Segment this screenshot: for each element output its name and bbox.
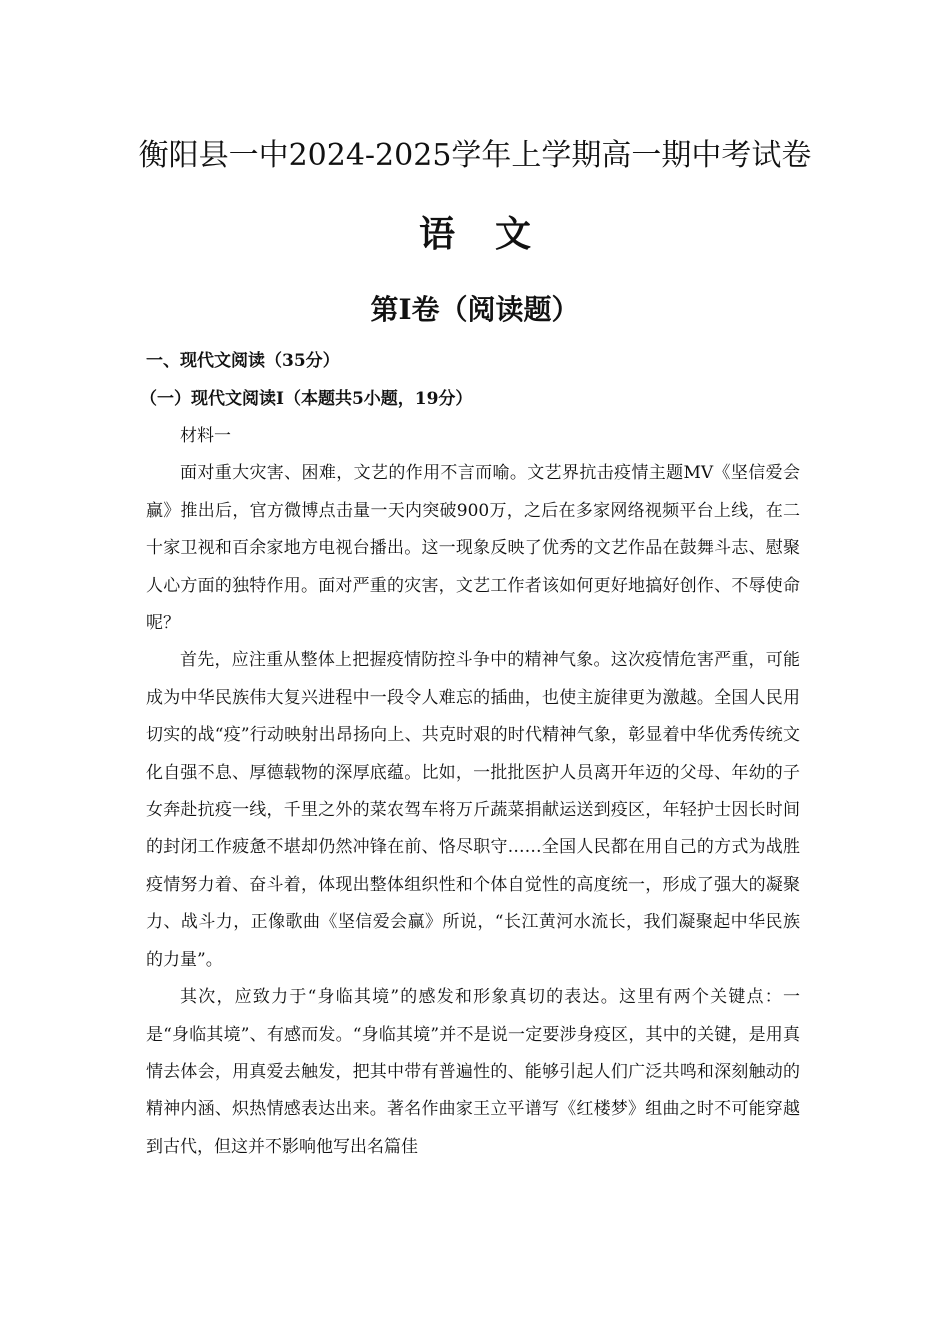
subject-title: 语文 bbox=[418, 213, 571, 255]
exam-title: 衡阳县一中2024-2025学年上学期高一期中考试卷 bbox=[138, 138, 812, 173]
volume-title: 第Ⅰ卷（阅读题） bbox=[370, 293, 580, 326]
paragraph-3: 其次，应致力于“身临其境”的感发和形象真切的表达。这里有两个关键点：一是“身临其境”、有感而发。“身临其境”并不是说一定要涉身疫区，其中的关键，是用真情去体会，用真爱去触发，把其中带有普遍性的、能够引起人们广泛共鸣和深刻触动的精神内涵、炽热情感表达出来。著名作曲家王立平谱写《红楼梦》组曲之时不可能穿越到古代，但这并不影响他写出名篇佳 bbox=[146, 987, 800, 1157]
paragraph-2: 首先，应注重从整体上把握疫情防控斗争中的精神气象。这次疫情危害严重，可能成为中华民族伟大复兴进程中一段令人难忘的插曲，也使主旋律更为激越。全国人民用切实的战“疫”行动映射出昂扬向上、共克时艰的时代精神气象，彰显着中华优秀传统文化自强不息、厚德载物的深厚底蕴。比如，一批批医护人员离开年迈的父母、年幼的子女奔赴抗疫一线，千里之外的菜农驾车将万斤蔬菜捐献运送到疫区，年轻护士因长时间的封闭工作疲惫不堪却仍然冲锋在前、恪尽职守……全国人民都在用自己的方式为战胜疫情努力着、奋斗着，体现出整体组织性和个体自觉性的高度统一，形成了强大的凝聚力、战斗力，正像歌曲《坚信爱会赢》所说，“长江黄河水流长，我们凝聚起中华民族的力量”。 bbox=[146, 650, 800, 970]
section-heading: 一、现代文阅读（35分） bbox=[146, 351, 340, 371]
material-label: 材料一 bbox=[180, 426, 231, 446]
material-body bbox=[146, 418, 800, 1166]
paragraph-1: 面对重大灾害、困难，文艺的作用不言而喻。文艺界抗击疫情主题MV《坚信爱会赢》推出后，官方微博点击量一天内突破900万，之后在多家网络视频平台上线，在二十家卫视和百余家地方电视台播出。这一现象反映了优秀的文艺作品在鼓舞斗志、慰聚人心方面的独特作用。面对严重的灾害，文艺工作者该如何更好地搞好创作、不辱使命呢？ bbox=[146, 463, 800, 634]
subsection-heading: （一）现代文阅读Ⅰ（本题共5小题，19分） bbox=[140, 389, 473, 409]
